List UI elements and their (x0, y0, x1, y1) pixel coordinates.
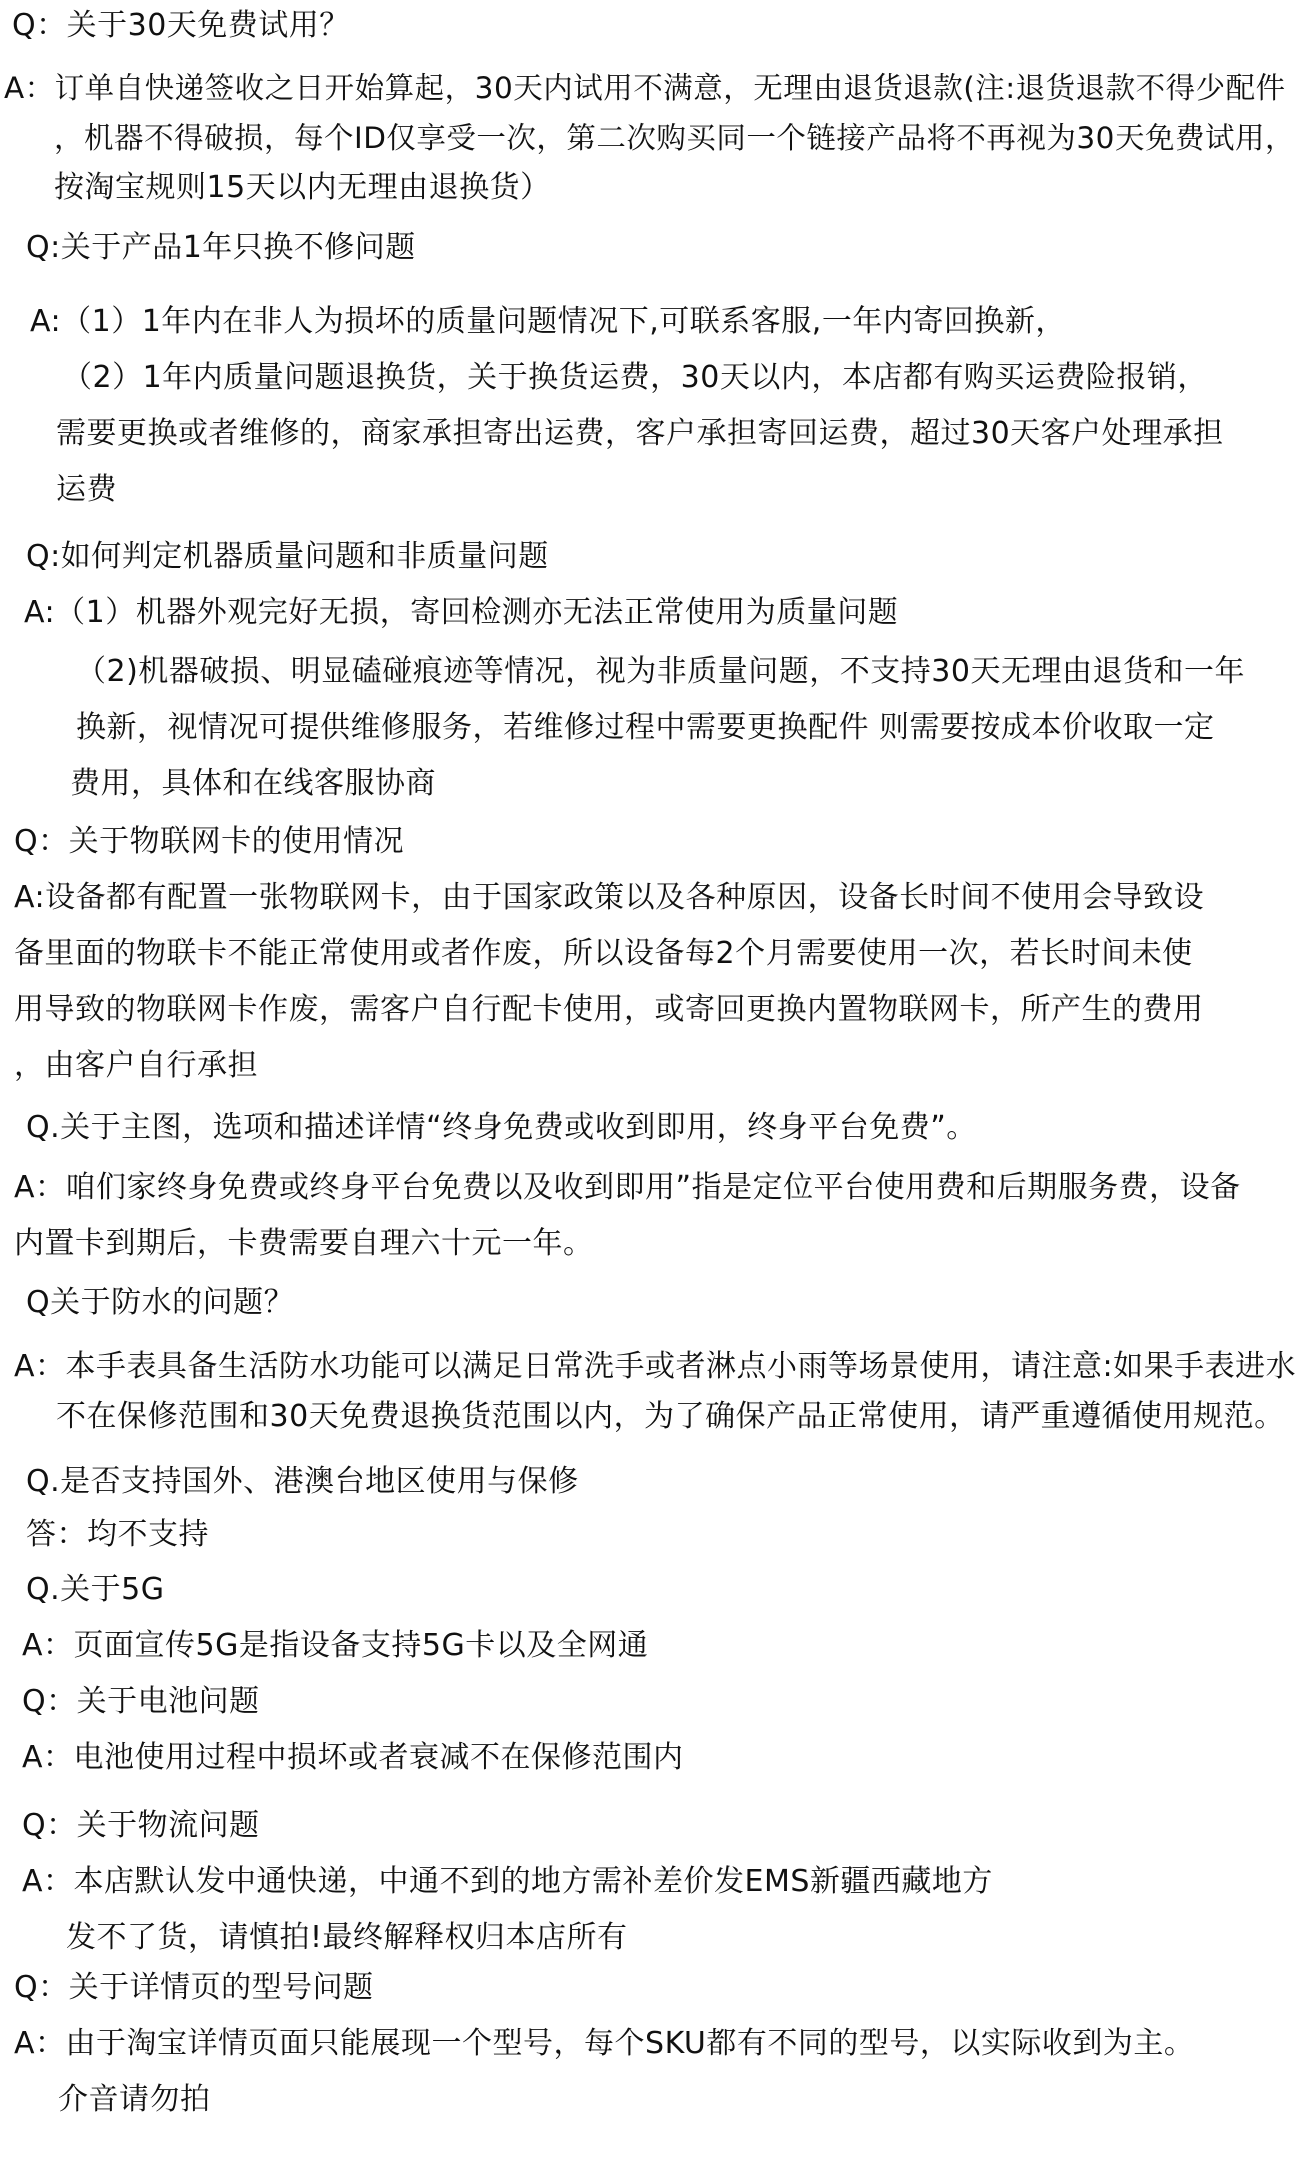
faq-answer-line: A：本店默认发中通快递，中通不到的地方需补差价发EMS新疆西藏地方 (22, 1864, 993, 1899)
faq-answer-line: 用导致的物联网卡作废，需客户自行配卡使用，或寄回更换内置物联网卡，所产生的费用 (14, 992, 1204, 1027)
faq-answer-line: 需要更换或者维修的，商家承担寄出运费，客户承担寄回运费，超过30天客户处理承担 (56, 416, 1224, 451)
faq-question: Q.关于5G (26, 1572, 165, 1607)
faq-answer-line: A：由于淘宝详情页面只能展现一个型号，每个SKU都有不同的型号，以实际收到为主。 (14, 2026, 1195, 2061)
faq-answer-line: 备里面的物联卡不能正常使用或者作废，所以设备每2个月需要使用一次，若长时间未使 (14, 936, 1193, 971)
faq-answer-line: A:（1）1年内在非人为损坏的质量问题情况下,可联系客服,一年内寄回换新， (30, 304, 1066, 339)
faq-question: Q.关于主图，选项和描述详情“终身免费或收到即用，终身平台免费”。 (26, 1110, 977, 1145)
faq-answer-line: 发不了货，请慎拍!最终解释权归本店所有 (66, 1920, 628, 1955)
faq-answer-line: 内置卡到期后，卡费需要自理六十元一年。 (14, 1226, 594, 1261)
faq-answer-line: A：本手表具备生活防水功能可以满足日常洗手或者淋点小雨等场景使用，请注意:如果手表进水 (14, 1349, 1297, 1384)
faq-question: Q：关于电池问题 (22, 1684, 260, 1719)
faq-answer-line: ，机器不得破损，每个ID仅享受一次，第二次购买同一个链接产品将不再视为30天免费试用， (54, 121, 1295, 155)
faq-question: Q：关于物流问题 (22, 1808, 260, 1843)
faq-answer-line: 运费 (56, 472, 117, 507)
faq-answer-line: ，由客户自行承担 (14, 1048, 258, 1083)
faq-question: Q.是否支持国外、港澳台地区使用与保修 (26, 1464, 579, 1499)
faq-answer-line: 介音请勿拍 (58, 2082, 211, 2117)
faq-answer-line: A:（1）机器外观完好无损，寄回检测亦无法正常使用为质量问题 (24, 595, 899, 630)
faq-question: Q:关于产品1年只换不修问题 (26, 230, 416, 265)
faq-answer-line: （2)机器破损、明显磕碰痕迹等情况，视为非质量问题，不支持30天无理由退货和一年 (76, 654, 1245, 689)
faq-answer-line: 按淘宝规则15天以内无理由退换货） (54, 170, 551, 205)
faq-answer-line: 不在保修范围和30天免费退换货范围以内，为了确保产品正常使用，请严重遵循使用规范。 (56, 1399, 1285, 1434)
faq-answer-line: 费用，具体和在线客服协商 (70, 766, 436, 801)
faq-answer-line: 换新，视情况可提供维修服务，若维修过程中需要更换配件 则需要按成本价收取一定 (76, 710, 1215, 745)
faq-question: Q关于防水的问题？ (26, 1285, 295, 1320)
faq-answer-line: A：页面宣传5G是指设备支持5G卡以及全网通 (22, 1628, 649, 1663)
faq-question: Q：关于物联网卡的使用情况 (14, 824, 405, 859)
faq-answer-line: A：电池使用过程中损坏或者衰减不在保修范围内 (22, 1740, 684, 1775)
faq-question: Q：关于详情页的型号问题 (14, 1970, 374, 2005)
faq-question: Q:如何判定机器质量问题和非质量问题 (26, 539, 549, 574)
faq-question: Q：关于30天免费试用？ (12, 8, 350, 43)
faq-answer-line: （2）1年内质量问题退换货，关于换货运费，30天以内，本店都有购买运费险报销， (62, 360, 1208, 395)
faq-answer-line: A：咱们家终身免费或终身平台免费以及收到即用”指是定位平台使用费和后期服务费，设备 (14, 1170, 1241, 1205)
faq-answer-line: 答：均不支持 (26, 1517, 209, 1552)
faq-answer-line: A:设备都有配置一张物联网卡，由于国家政策以及各种原因，设备长时间不使用会导致设 (14, 880, 1205, 915)
faq-answer-line: A：订单自快递签收之日开始算起，30天内试用不满意，无理由退货退款(注:退货退款不得少配件 (4, 71, 1286, 105)
